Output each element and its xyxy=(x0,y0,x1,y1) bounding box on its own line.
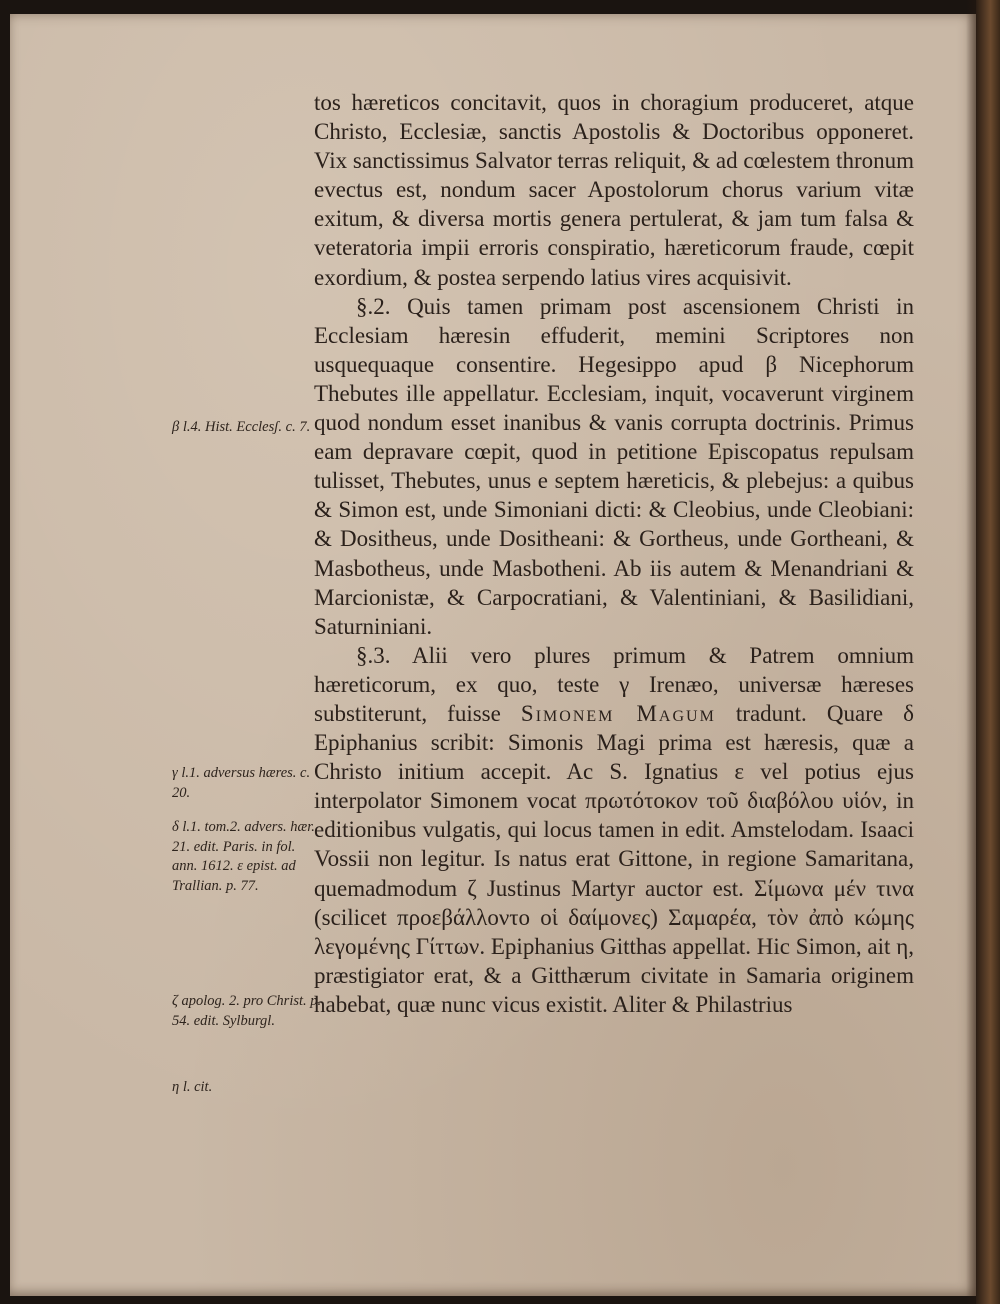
paragraph-3-lead: §.3. Alii vero plures primum & Patrem omnium hæreticorum, ex quo, teste γ Irenæo, universæ hæreses substiterunt, fuisse xyxy=(314,642,914,726)
paragraph-3 xyxy=(314,641,914,1019)
paragraph-1: tos hæreticos concitavit, quos in choragium produceret, atque Christo, Ecclesiæ, sanctis Apostolis & Doctoribus opponeret. Vix sanctissimus Salvator terras reliquit, & ad cœlestem thronum evectus est, nondum sacer Apostolorum chorus varium vitæ exitum, & diversa mortis genera pertulerat, & jam tum falsa & veteratoria impii erroris conspiratio, hæreticorum fraude, cœpit exordium, & postea serpendo latius vires acquisivit. xyxy=(314,90,914,290)
paragraph-2-text: §.2. Quis tamen primam post ascensionem Christi in Ecclesiam hæresin effuderit, memini Scriptores non usquequaque consentire. Hegesippo apud β Nicephorum Thebutes ille appellatur. Ecclesiam, inquit, vocaverunt virginem quod nondum esset inanibus & vanis corrupta doctrinis. Primus eam depravare cœpit, quod in petitione Episcopatus repulsam tulisset, Thebutes, unus e septem hæreticis, & plebejus: a quibus & Simon est, unde Simoniani dicti: & Cleobius, unde Cleobiani: & Dositheus, unde Dositheani: & Gortheus, unde Gortheani, & Masbotheus, unde Masbotheni. Ab iis autem & Menandriani & Marcionistæ, & Carpocratiani, & Valentiniani, & Basilidiani, Saturniniani. xyxy=(314,293,914,639)
paragraph-3-rest: tradunt. Quare δ Epiphanius scribit: Simonis Magi prima est hæresis, quæ a Christo initium accepit. Ac S. Ignatius ε vel potius ejus interpolator Simonem vocat πρωτότοκον τοῦ διαβόλου υἱόν, in editionibus vulgatis, qui locus tamen in edit. Amstelodam. Isaaci Vossii non legitur. Is natus erat Gittone, in regione Samaritana, quemadmodum ζ Justinus Martyr auctor est. Σίμωνα μέν τινα (scilicet προεβάλλοντο οἱ δαίμονες) Σαμαρέα, τὸν ἀπὸ κώμης λεγομένης Γίττων. Epiphanius Gitthas appellat. Hic Simon, ait η, præstigiator erat, & a Gitthærum civitate in Samaria originem habebat, quæ nunc vicus existit. Aliter & Philastrius xyxy=(314,700,915,1017)
main-text xyxy=(314,88,914,1019)
margin-note-zeta: ζ apolog. 2. pro Christ. p. 54. edit. Sylburgl. xyxy=(172,993,322,1029)
simon-magus-name: Simonem Magum xyxy=(520,700,716,726)
margin-note-delta-epsilon: δ l.1. tom.2. advers. hær. 21. edit. Paris. in fol. ann. 1612. ε epist. ad Trallian. p. 77. xyxy=(172,819,315,894)
margin-note-eta: η l. cit. xyxy=(172,1079,213,1095)
book-edge xyxy=(976,0,1000,1304)
paragraph-2 xyxy=(314,292,914,641)
margin-note-beta: β l.4. Hist. Ecclesʃ. c. 7. xyxy=(172,419,311,435)
margin-note-gamma: γ l.1. adversus hæres. c. 20. xyxy=(172,765,311,801)
